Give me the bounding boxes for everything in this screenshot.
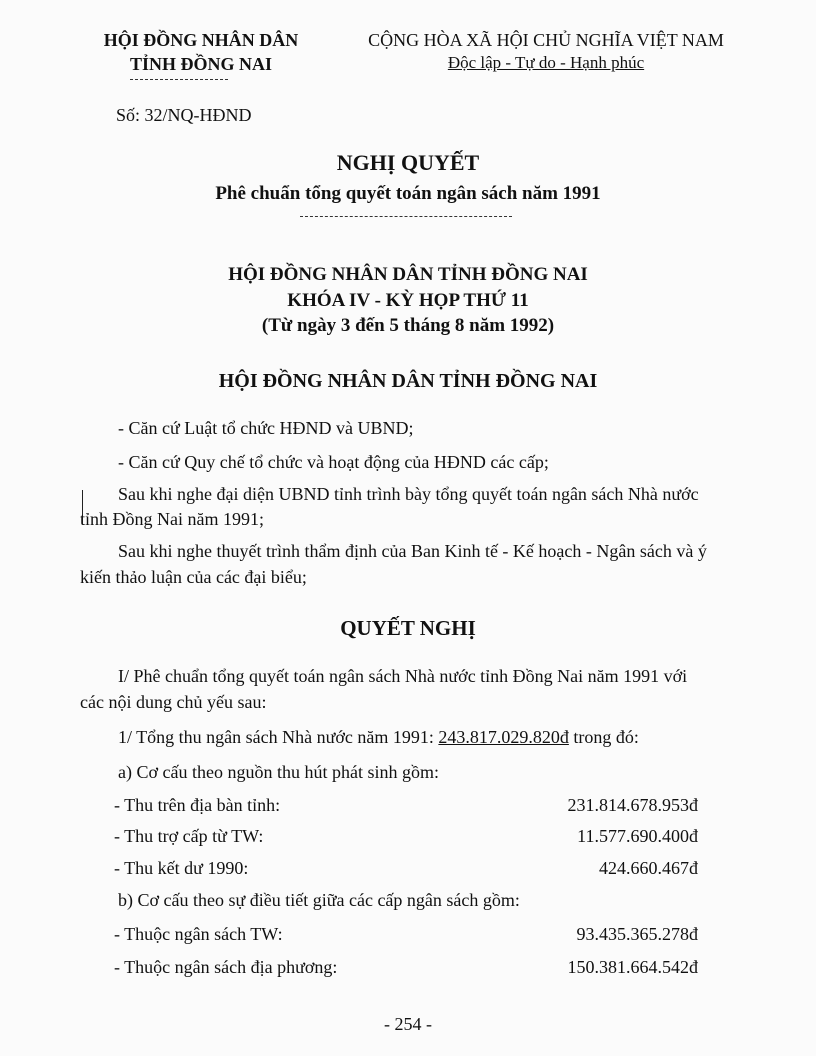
resolution-line: I/ Phê chuẩn tổng quyết toán ngân sách Nhà nước tỉnh Đồng Nai năm 1991 với [118, 666, 688, 686]
resolution-heading: QUYẾT NGHỊ [340, 616, 476, 640]
total-revenue-line [118, 727, 639, 748]
preamble-line: Sau khi nghe đại diện UBND tỉnh trình bày tổng quyết toán ngân sách Nhà nước [118, 484, 699, 504]
resolution-line: các nội dung chủ yếu sau: [80, 692, 267, 712]
document-title: NGHỊ QUYẾT [336, 150, 480, 175]
council-name-repeat: HỘI ĐỒNG NHÂN DÂN TỈNH ĐỒNG NAI [218, 370, 598, 392]
budget-item-amount: 93.435.365.278đ [576, 924, 698, 944]
preamble-line: Sau khi nghe thuyết trình thẩm định của Ban Kinh tế - Kế hoạch - Ngân sách và ý [118, 541, 707, 561]
preamble-line: - Căn cứ Quy chế tổ chức và hoạt động của HĐND các cấp; [118, 452, 549, 472]
section-b-heading: b) Cơ cấu theo sự điều tiết giữa các cấp ngân sách gồm: [118, 890, 520, 910]
preamble-line: kiến thảo luận của các đại biểu; [80, 567, 307, 587]
issuer-name: HỘI ĐỒNG NHÂN DÂN [103, 30, 299, 50]
national-title: CỘNG HÒA XÃ HỘI CHỦ NGHĨA VIỆT NAM [368, 30, 724, 50]
header-left-divider [130, 79, 228, 80]
preamble-line: - Căn cứ Luật tổ chức HĐND và UBND; [118, 418, 414, 438]
revenue-item-label: - Thu trên địa bàn tỉnh: [114, 795, 281, 815]
issuer-province: TỈNH ĐỒNG NAI [129, 54, 272, 74]
revenue-item-label: - Thu trợ cấp từ TW: [114, 826, 264, 846]
revenue-item-label: - Thu kết dư 1990: [114, 858, 249, 878]
budget-item-label: - Thuộc ngân sách địa phương: [114, 957, 338, 977]
section-a-heading: a) Cơ cấu theo nguồn thu hút phát sinh gồm: [118, 762, 439, 782]
revenue-item-amount: 231.814.678.953đ [567, 795, 698, 815]
preamble-line: tỉnh Đồng Nai năm 1991; [80, 509, 264, 529]
session-info: KHÓA IV - KỲ HỌP THỨ 11 [287, 290, 529, 311]
budget-item-label: - Thuộc ngân sách TW: [114, 924, 283, 944]
total-revenue-label: 1/ Tổng thu ngân sách Nhà nước năm 1991: [118, 727, 439, 747]
revenue-item-amount: 11.577.690.400đ [577, 826, 698, 846]
page-number: - 254 - [384, 1014, 432, 1034]
revenue-item-amount: 424.660.467đ [599, 858, 698, 878]
national-motto: Độc lập - Tự do - Hạnh phúc [447, 53, 645, 72]
document-number: Số: 32/NQ-HĐND [116, 105, 252, 125]
title-divider [300, 216, 512, 217]
budget-item-amount: 150.381.664.542đ [567, 957, 698, 977]
council-name: HỘI ĐỒNG NHÂN DÂN TỈNH ĐỒNG NAI [228, 264, 588, 285]
session-dates: (Từ ngày 3 đến 5 tháng 8 năm 1992) [261, 315, 555, 336]
document-subtitle: Phê chuẩn tổng quyết toán ngân sách năm 1991 [215, 183, 601, 204]
total-revenue-amount: 243.817.029.820đ [438, 727, 569, 747]
total-revenue-suffix: trong đó: [568, 727, 639, 747]
